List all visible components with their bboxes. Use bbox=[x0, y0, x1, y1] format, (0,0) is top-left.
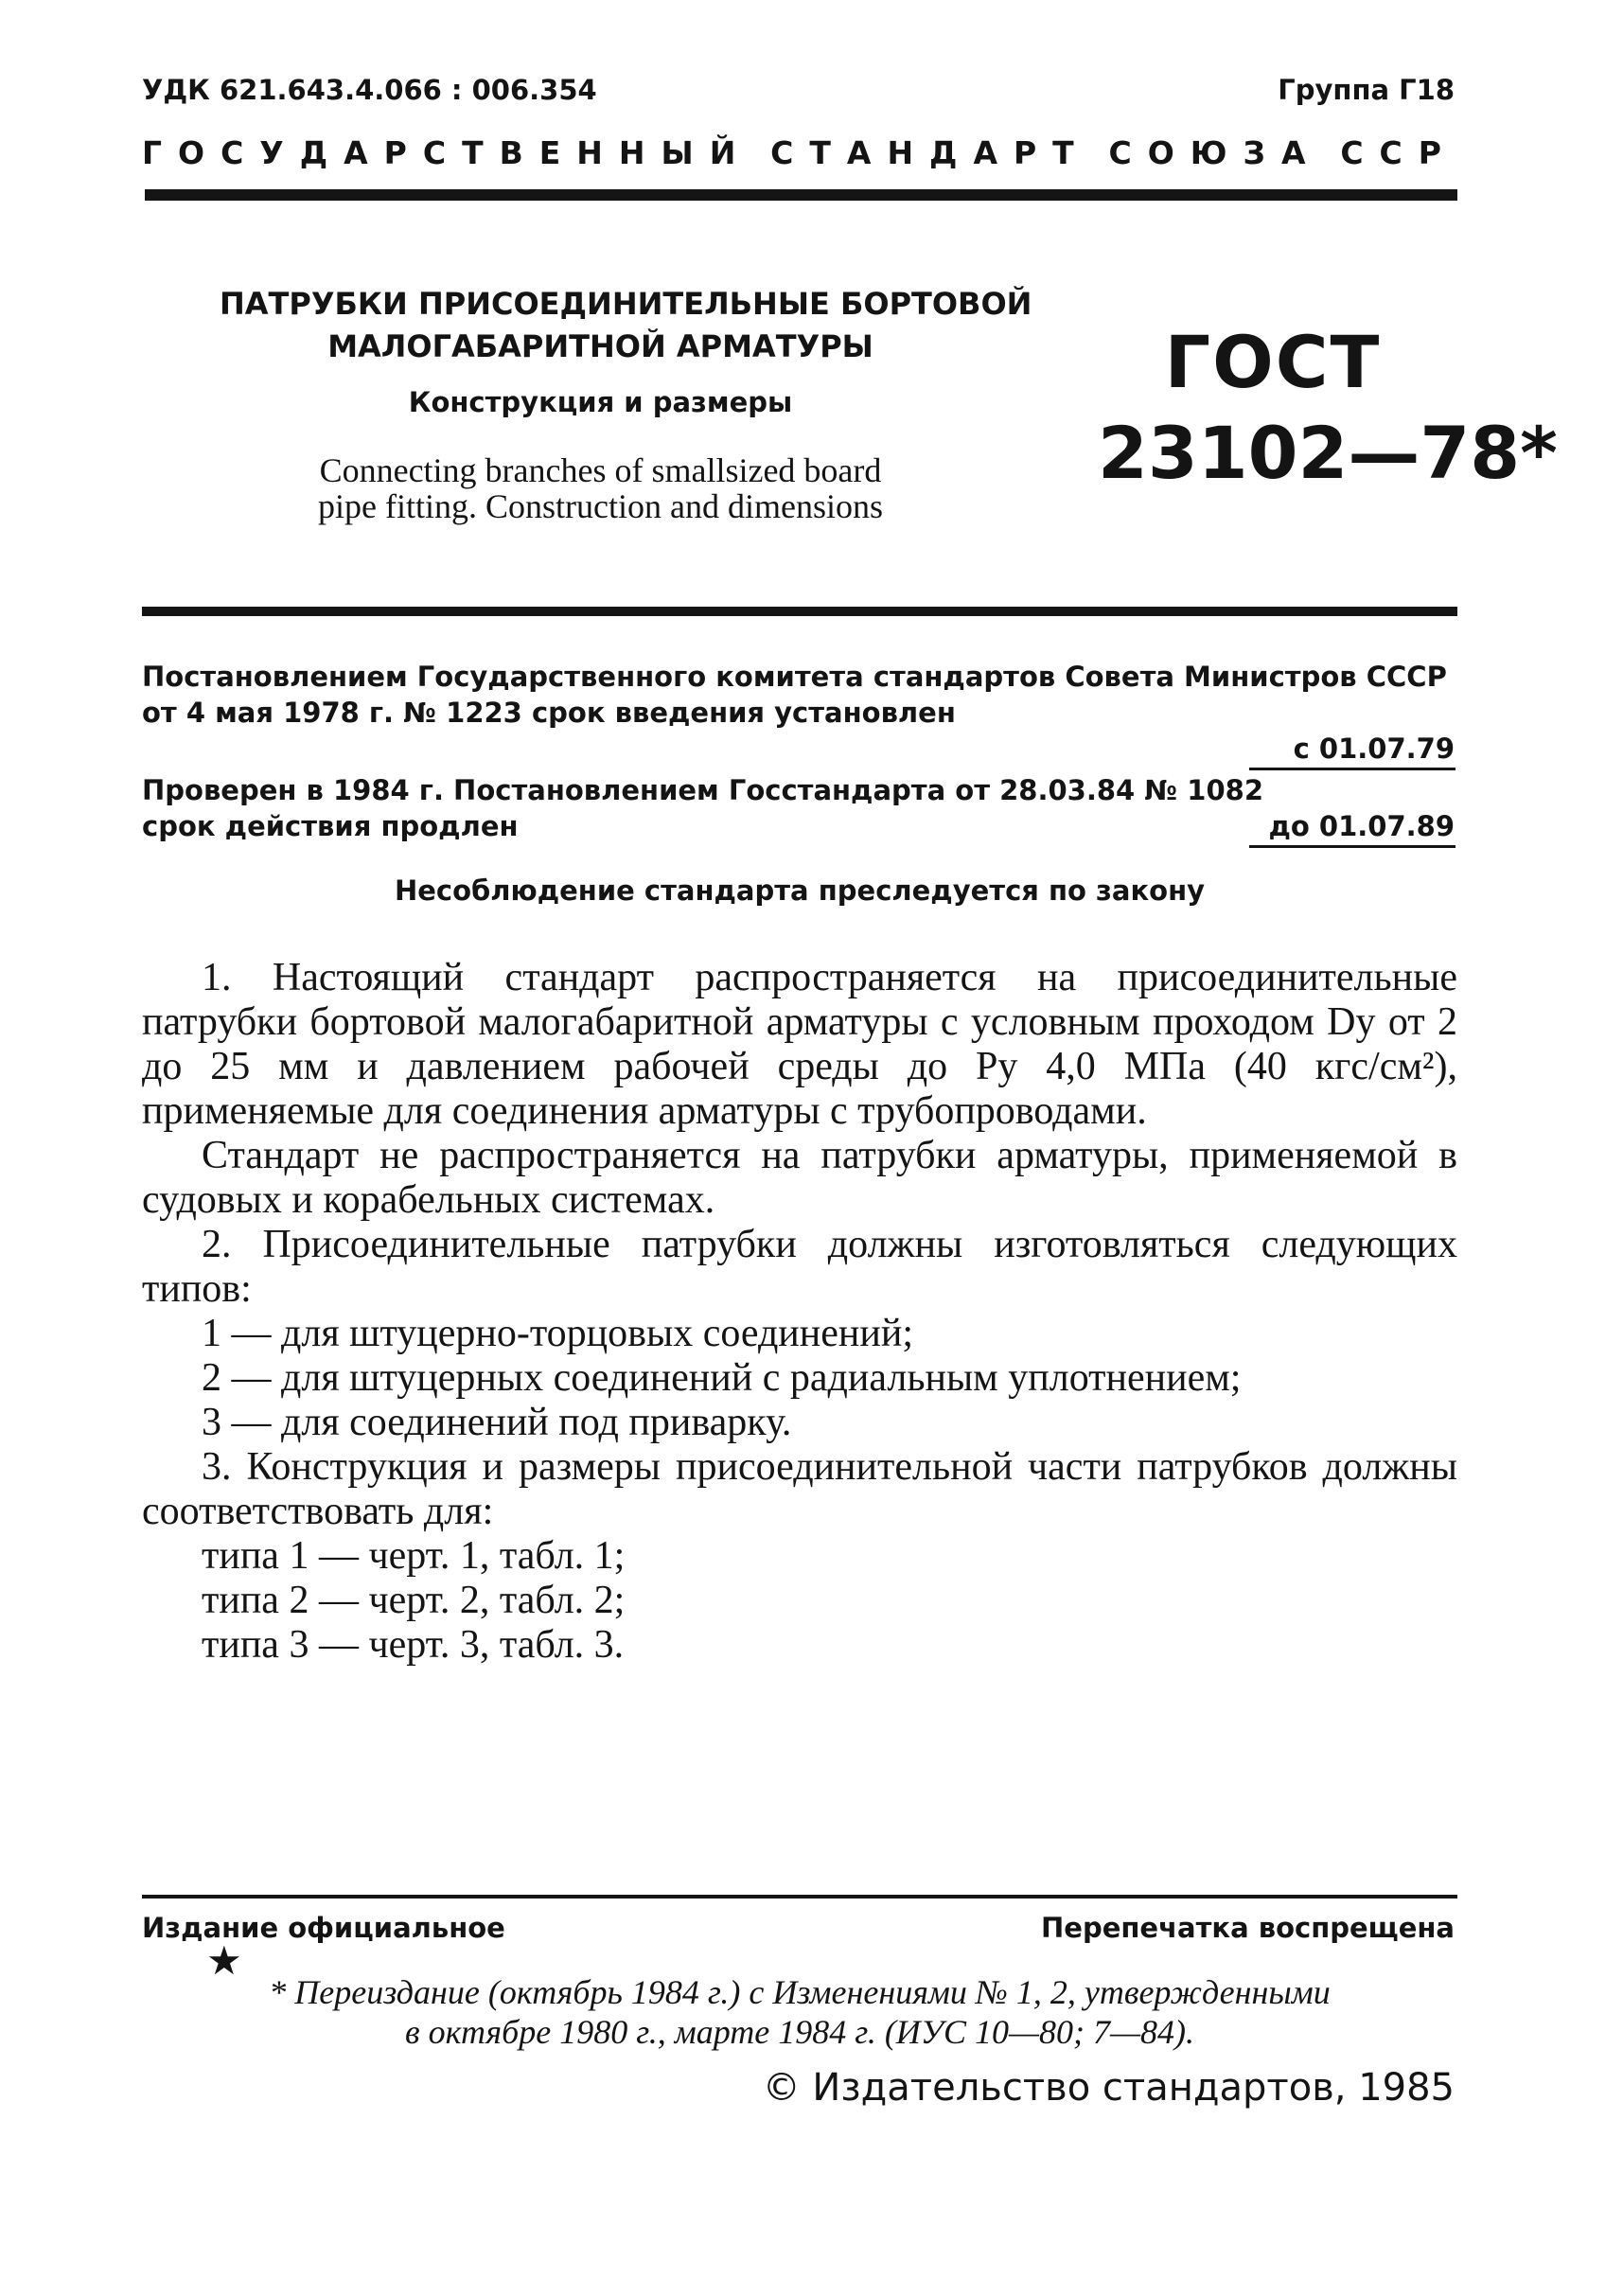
copyright: © Издательство стандартов, 1985 bbox=[762, 2066, 1455, 2110]
extended-date: до 01.07.89 bbox=[1268, 810, 1455, 842]
gost-number: 23102—78* bbox=[1098, 411, 1558, 495]
gost-label: ГОСТ bbox=[1164, 320, 1382, 404]
state-standard-banner bbox=[142, 134, 1457, 171]
official-edition: Издание официальное bbox=[142, 1912, 505, 1944]
effective-date: с 01.07.79 bbox=[1293, 733, 1455, 765]
reissue-line-2: в октябре 1980 г., марте 1984 г. (ИУС 10—80; 7—84). bbox=[404, 2013, 1195, 2051]
paragraph-4: 3. Конструкция и размеры присоединительной части патрубков должны соответствовать для: bbox=[142, 1445, 1457, 1534]
title-line-1: ПАТРУБКИ ПРИСОЕДИНИТЕЛЬНЫЕ БОРТОВОЙ bbox=[220, 286, 1032, 322]
paragraph-3: 2. Присоединительные патрубки должны изготовляться следующих типов: bbox=[142, 1223, 1457, 1312]
footer-rule bbox=[142, 1895, 1457, 1899]
star-icon: ★ bbox=[206, 1937, 242, 1984]
reference-item: типа 2 — черт. 2, табл. 2; bbox=[202, 1579, 626, 1623]
check-line-2: срок действия продлен bbox=[142, 810, 519, 842]
law-notice: Несоблюдение стандарта преследуется по закону bbox=[394, 874, 1206, 907]
english-title-line-1: Connecting branches of smallsized board bbox=[319, 451, 882, 489]
reference-item: типа 1 — черт. 1, табл. 1; bbox=[202, 1534, 626, 1579]
reference-item: типа 3 — черт. 3, табл. 3. bbox=[202, 1623, 625, 1668]
title-line-2: МАЛОГАБАРИТНОЙ АРМАТУРЫ bbox=[327, 328, 873, 364]
title-rule bbox=[142, 607, 1457, 616]
type-item: 3 — для соединений под приварку. bbox=[202, 1401, 792, 1445]
paragraph-2: Стандарт не распространяется на патрубки арматуры, применяемой в судовых и корабельных системах. bbox=[142, 1134, 1457, 1223]
decree-line-2: от 4 мая 1978 г. № 1223 срок введения установлен bbox=[142, 697, 956, 729]
extended-date-underline bbox=[1249, 845, 1455, 848]
check-line-1: Проверен в 1984 г. Постановлением Госстандарта от 28.03.84 № 1082 bbox=[142, 774, 1264, 806]
body-text bbox=[142, 956, 1457, 1669]
type-item: 2 — для штуцерных соединений с радиальным уплотнением; bbox=[202, 1356, 1242, 1401]
title-subtitle: Конструкция и размеры bbox=[408, 386, 793, 418]
group-code: Группа Г18 bbox=[1278, 74, 1455, 106]
header-rule bbox=[145, 189, 1457, 201]
reissue-line-1: * Переиздание (октябрь 1984 г.) с Изменениями № 1, 2, утвержденными bbox=[269, 1973, 1331, 2011]
banner-word: СОЮЗА bbox=[1108, 134, 1322, 171]
udk-code: УДК 621.643.4.066 : 006.354 bbox=[142, 74, 597, 106]
reprint-notice: Перепечатка воспрещена bbox=[1041, 1912, 1455, 1944]
type-item: 1 — для штуцерно-торцовых соединений; bbox=[202, 1312, 914, 1356]
effective-date-underline bbox=[1249, 768, 1455, 770]
banner-word: ГОСУДАРСТВЕННЫЙ bbox=[142, 134, 752, 171]
banner-word: ССР bbox=[1340, 134, 1457, 171]
decree-line-1: Постановлением Государственного комитета стандартов Совета Министров СССР bbox=[142, 661, 1447, 693]
paragraph-1: 1. Настоящий стандарт распространяется на присоединительные патрубки бортовой малогабаритной арматуры с условным проходом Dу от 2 до 25 мм и давлением рабочей среды до Ру 4,0 МПа (40 кгс/см²), применяемые для соединения арматуры с трубопроводами. bbox=[142, 956, 1457, 1134]
banner-word: СТАНДАРТ bbox=[770, 134, 1090, 171]
english-title-line-2: pipe fitting. Construction and dimensions bbox=[318, 487, 883, 525]
